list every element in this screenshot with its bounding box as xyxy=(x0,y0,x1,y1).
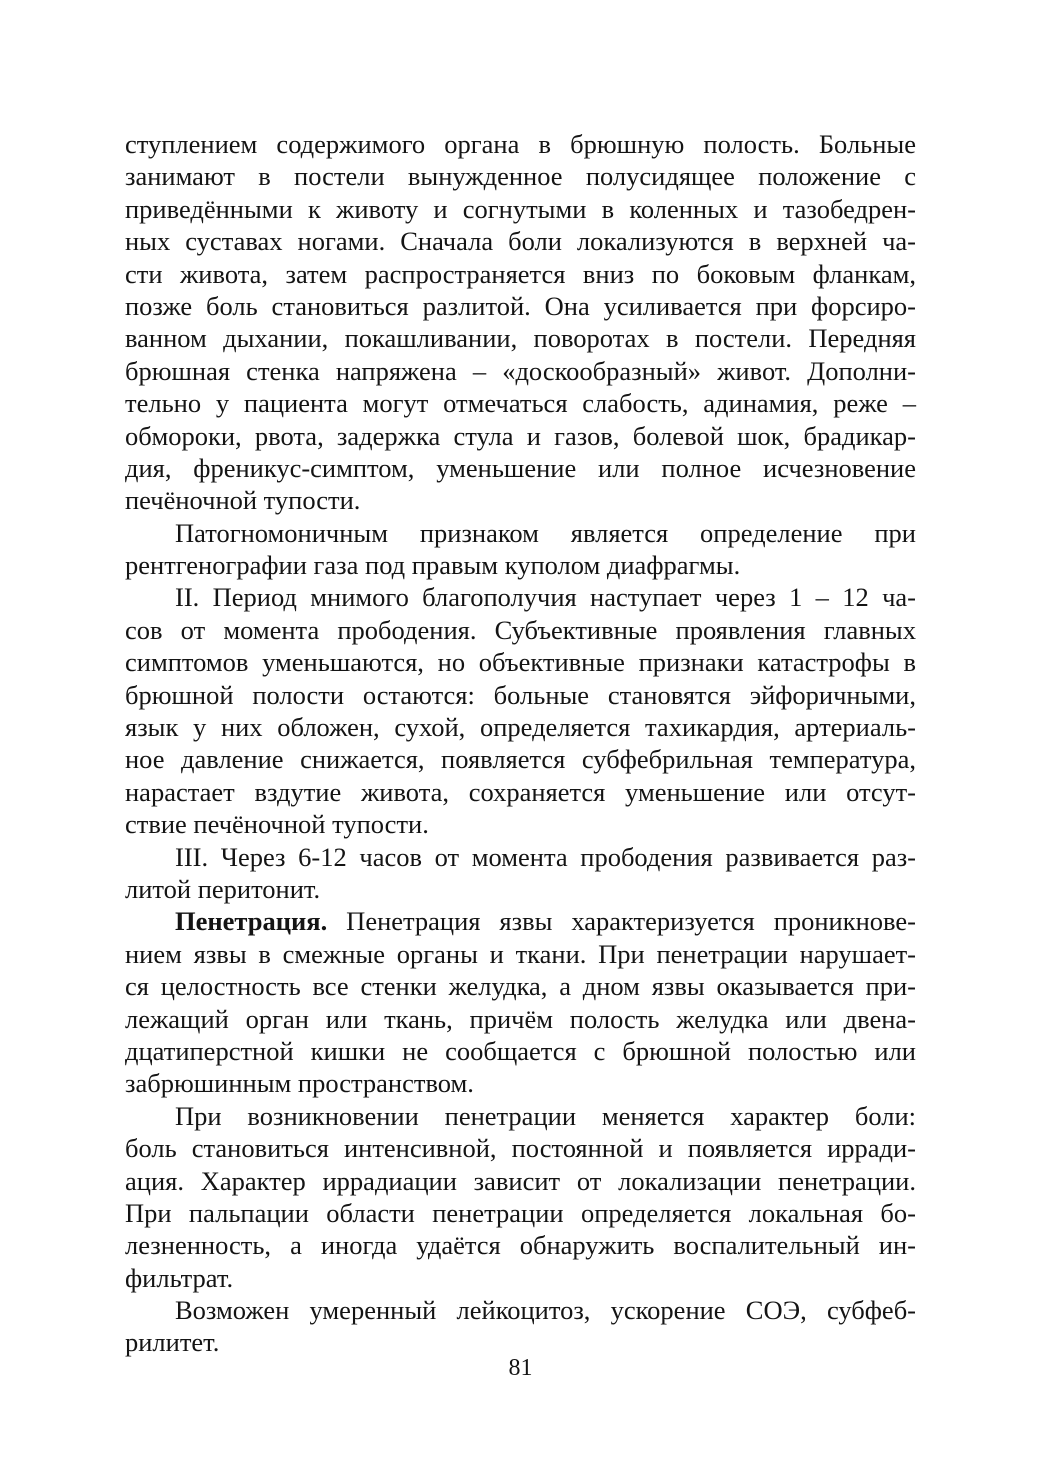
text-line: язык у них обложен, сухой, определяется тахикардия, артериаль- xyxy=(125,712,916,743)
text-line xyxy=(125,905,916,937)
paragraph-lab-findings xyxy=(125,1294,916,1359)
page-number: 81 xyxy=(508,1355,533,1381)
text-line: ступлением содержимого органа в брюшную полость. Больные xyxy=(125,129,916,159)
text-line: нием язвы в смежные органы и ткани. При пенетрации нарушает- xyxy=(125,938,916,969)
text-line: Возможен умеренный лейкоцитоз, ускорение СОЭ, субфеб- xyxy=(175,1295,916,1326)
text-line: забрюшинным пространством. xyxy=(125,1068,474,1099)
text-line: ся целостность все стенки желудка, а дном язвы оказывается при- xyxy=(125,971,916,1002)
text-line: брюшной полости остаются: больные становятся эйфоричными, xyxy=(125,679,916,710)
text-line: приведёнными к животу и согнутыми в коленных и тазобедрен- xyxy=(125,193,916,224)
text-line: позже боль становиться разлитой. Она усиливается при форсиро- xyxy=(125,290,916,321)
text-line: II. Период мнимого благополучия наступает через 1 – 12 ча- xyxy=(175,582,916,613)
text-line: ация. Характер иррадиации зависит от локализации пенетрации. xyxy=(125,1165,916,1196)
text-line: сов от момента прободения. Субъективные проявления главных xyxy=(125,614,916,645)
text-line: боль становиться интенсивной, постоянной и появляется ирради- xyxy=(125,1133,916,1164)
text-line: ное давление снижается, появляется субфебрильная температура, xyxy=(125,744,916,775)
text-line: сти живота, затем распространяется вниз по боковым фланкам, xyxy=(125,258,916,289)
text-line: тельно у пациента могут отмечаться слабость, адинамия, реже – xyxy=(125,388,916,419)
paragraph-penetration xyxy=(125,905,916,1099)
text-line: рилитет. xyxy=(125,1327,220,1358)
text-line: дия, френикус-симптом, уменьшение или полное исчезновение xyxy=(125,452,916,483)
text-line: При пальпации области пенетрации определяется локальная бо- xyxy=(125,1197,916,1228)
text-line: обмороки, рвота, задержка стула и газов, болевой шок, брадикар- xyxy=(125,420,916,451)
text-fragment: Пенетрация язвы характеризуется проникнове- xyxy=(327,906,916,937)
text-line: нарастает вздутие живота, сохраняется уменьшение или отсут- xyxy=(125,776,916,807)
text-line: брюшная стенка напряжена – «доскообразный» живот. Дополни- xyxy=(125,355,916,386)
body-text xyxy=(125,128,916,1359)
text-line: занимают в постели вынужденное полусидящее положение с xyxy=(125,161,916,192)
text-line: печёночной тупости. xyxy=(125,485,361,516)
text-line: ствие печёночной тупости. xyxy=(125,809,429,840)
paragraph-penetration-pain xyxy=(125,1100,916,1294)
text-line: литой перитонит. xyxy=(125,873,321,904)
paragraph-period-three xyxy=(125,841,916,906)
text-line: ных суставах ногами. Сначала боли локализуются в верхней ча- xyxy=(125,226,916,257)
text-line: Патогномоничным признаком является определение при xyxy=(175,517,916,548)
paragraph-pathognomonic-sign xyxy=(125,517,916,582)
text-line: рентгенографии газа под правым куполом диафрагмы. xyxy=(125,550,741,581)
paragraph-period-two xyxy=(125,581,916,840)
text-line: III. Через 6-12 часов от момента прободения развивается раз- xyxy=(175,841,916,872)
text-line: При возникновении пенетрации меняется характер боли: xyxy=(175,1100,916,1131)
section-heading-penetration: Пенетрация. xyxy=(175,906,328,937)
paragraph-perforation-continuation xyxy=(125,128,916,517)
text-line: дцатиперстной кишки не сообщается с брюшной полостью или xyxy=(125,1035,916,1066)
text-line: лежащий орган или ткань, причём полость желудка или двена- xyxy=(125,1003,916,1034)
text-line: лезненность, а иногда удаётся обнаружить воспалительный ин- xyxy=(125,1230,916,1261)
text-line: ванном дыхании, покашливании, поворотах в постели. Передняя xyxy=(125,323,916,354)
text-line: симптомов уменьшаются, но объективные признаки катастрофы в xyxy=(125,647,916,678)
text-line: фильтрат. xyxy=(125,1262,234,1293)
